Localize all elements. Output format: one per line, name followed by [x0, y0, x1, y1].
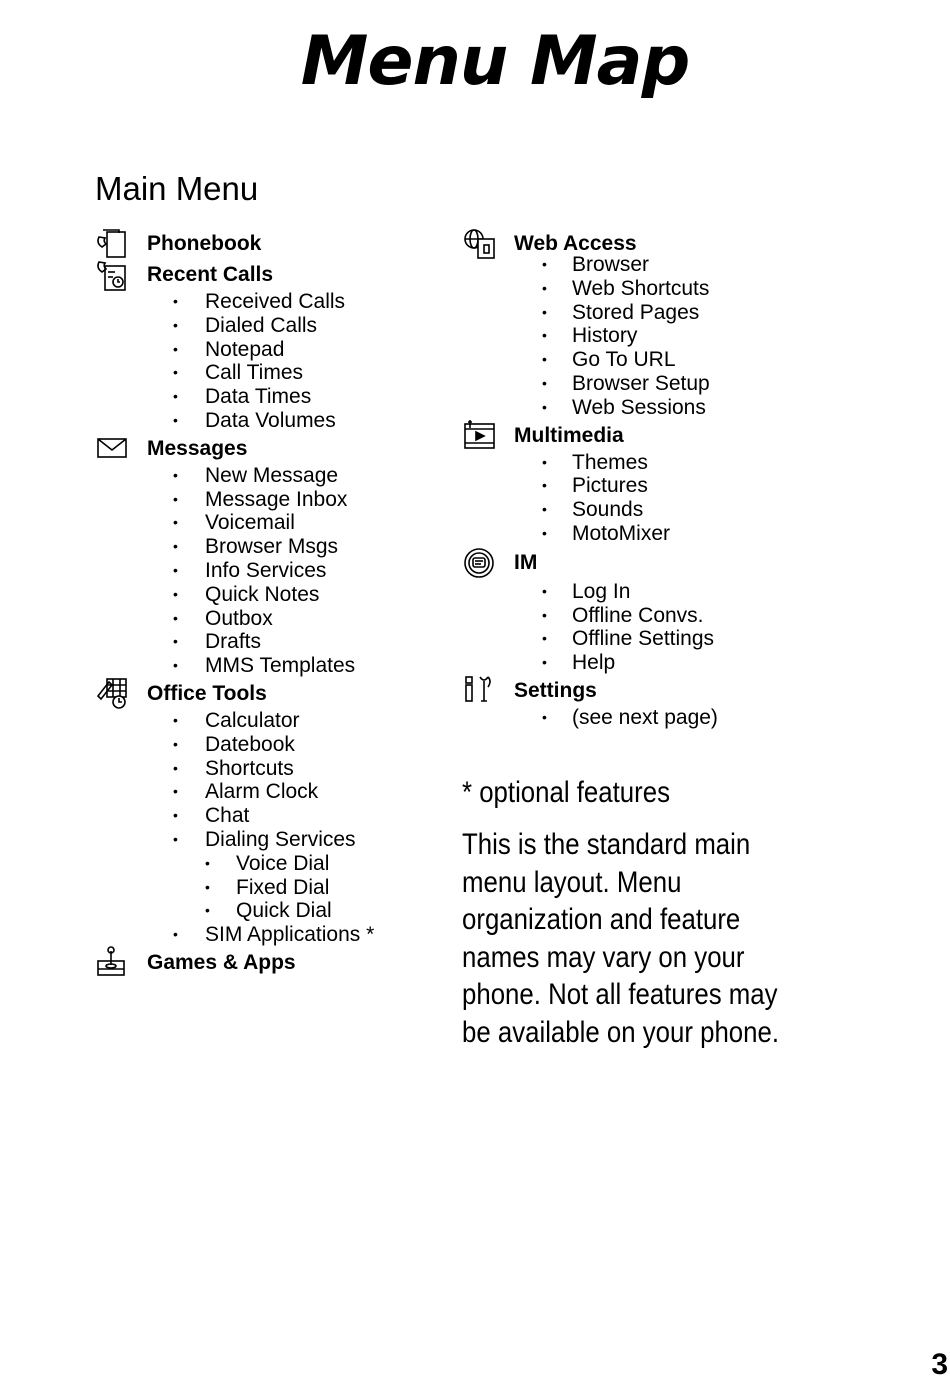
optional-features-note: * optional features: [462, 776, 670, 809]
recent-calls-icon: [95, 258, 129, 292]
im-icon: [462, 546, 496, 580]
menu-item[interactable]: • Drafts: [95, 630, 455, 654]
menu-item[interactable]: • Calculator: [95, 709, 455, 733]
menu-item[interactable]: • (see next page): [462, 706, 802, 730]
menu-label[interactable]: Multimedia: [514, 423, 624, 447]
menu-item[interactable]: • Call Times: [95, 361, 455, 385]
menu-label[interactable]: Settings: [514, 678, 597, 702]
menu-label[interactable]: Phonebook: [147, 232, 262, 255]
menu-item[interactable]: • Help: [462, 651, 802, 675]
menu-item[interactable]: • Alarm Clock: [95, 780, 455, 804]
submenu-item[interactable]: • Voice Dial: [95, 852, 455, 876]
menu-item[interactable]: • Data Volumes: [95, 409, 455, 433]
menu-section-phonebook: [95, 228, 455, 259]
menu-section-multimedia: [462, 420, 802, 546]
menu-item[interactable]: • Notepad: [95, 338, 455, 362]
menu-label[interactable]: Web Access: [514, 232, 637, 255]
menu-item[interactable]: • Message Inbox: [95, 488, 455, 512]
menu-section-web-access: [462, 228, 802, 420]
games-apps-icon: [95, 945, 129, 979]
menu-item[interactable]: • Info Services: [95, 559, 455, 583]
menu-section-recent-calls: [95, 259, 455, 433]
page-number: 3: [931, 1348, 948, 1381]
settings-icon: [462, 673, 496, 707]
menu-item[interactable]: • Chat: [95, 804, 455, 828]
menu-section-im: [462, 546, 802, 675]
menu-label[interactable]: Games & Apps: [147, 950, 296, 974]
menu-item[interactable]: • Web Sessions: [462, 396, 802, 420]
right-column: [462, 228, 802, 730]
menu-item[interactable]: • Dialing Services: [95, 828, 455, 852]
section-title: Main Menu: [95, 170, 259, 207]
menu-item[interactable]: • Outbox: [95, 607, 455, 631]
menu-item[interactable]: • Stored Pages: [462, 301, 802, 325]
menu-label[interactable]: Office Tools: [147, 681, 267, 705]
menu-item[interactable]: • Shortcuts: [95, 757, 455, 781]
menu-section-office-tools: [95, 678, 455, 947]
menu-item[interactable]: • Pictures: [462, 474, 802, 498]
menu-item[interactable]: • Go To URL: [462, 348, 802, 372]
menu-item[interactable]: • History: [462, 324, 802, 348]
menu-item[interactable]: • Offline Settings: [462, 627, 802, 651]
menu-item[interactable]: • MotoMixer: [462, 522, 802, 546]
messages-icon: [95, 431, 129, 465]
menu-item[interactable]: • Browser: [462, 253, 802, 277]
menu-item[interactable]: • Dialed Calls: [95, 314, 455, 338]
menu-item[interactable]: • Received Calls: [95, 290, 455, 314]
submenu-item[interactable]: • Fixed Dial: [95, 876, 455, 900]
menu-item[interactable]: • Sounds: [462, 498, 802, 522]
page-title: Menu Map: [300, 22, 690, 101]
info-paragraph: This is the standard main menu layout. Menu organization and feature names may vary on your phone. Not all features may be available on your phone.: [462, 828, 780, 1049]
menu-item[interactable]: • Datebook: [95, 733, 455, 757]
multimedia-icon: [462, 418, 496, 452]
menu-item[interactable]: • Browser Msgs: [95, 535, 455, 559]
menu-item[interactable]: • Quick Notes: [95, 583, 455, 607]
menu-item[interactable]: • Offline Convs.: [462, 604, 802, 628]
office-tools-icon: [95, 676, 129, 710]
menu-item[interactable]: • New Message: [95, 464, 455, 488]
menu-label[interactable]: Messages: [147, 436, 248, 460]
menu-item[interactable]: • Log In: [462, 580, 802, 604]
menu-item[interactable]: • Voicemail: [95, 511, 455, 535]
phonebook-icon: [95, 227, 129, 261]
menu-label[interactable]: IM: [514, 551, 538, 575]
menu-section-settings: [462, 675, 802, 730]
submenu-item[interactable]: • Quick Dial: [95, 899, 455, 923]
menu-item[interactable]: • Data Times: [95, 385, 455, 409]
menu-section-messages: [95, 433, 455, 678]
left-column: [95, 228, 455, 978]
menu-section-games-apps: [95, 947, 455, 978]
menu-item[interactable]: • Themes: [462, 451, 802, 475]
menu-label[interactable]: Recent Calls: [147, 263, 274, 286]
menu-item[interactable]: • Browser Setup: [462, 372, 802, 396]
menu-item[interactable]: • Web Shortcuts: [462, 277, 802, 301]
menu-item[interactable]: • SIM Applications *: [95, 923, 455, 947]
menu-item[interactable]: • MMS Templates: [95, 654, 455, 678]
